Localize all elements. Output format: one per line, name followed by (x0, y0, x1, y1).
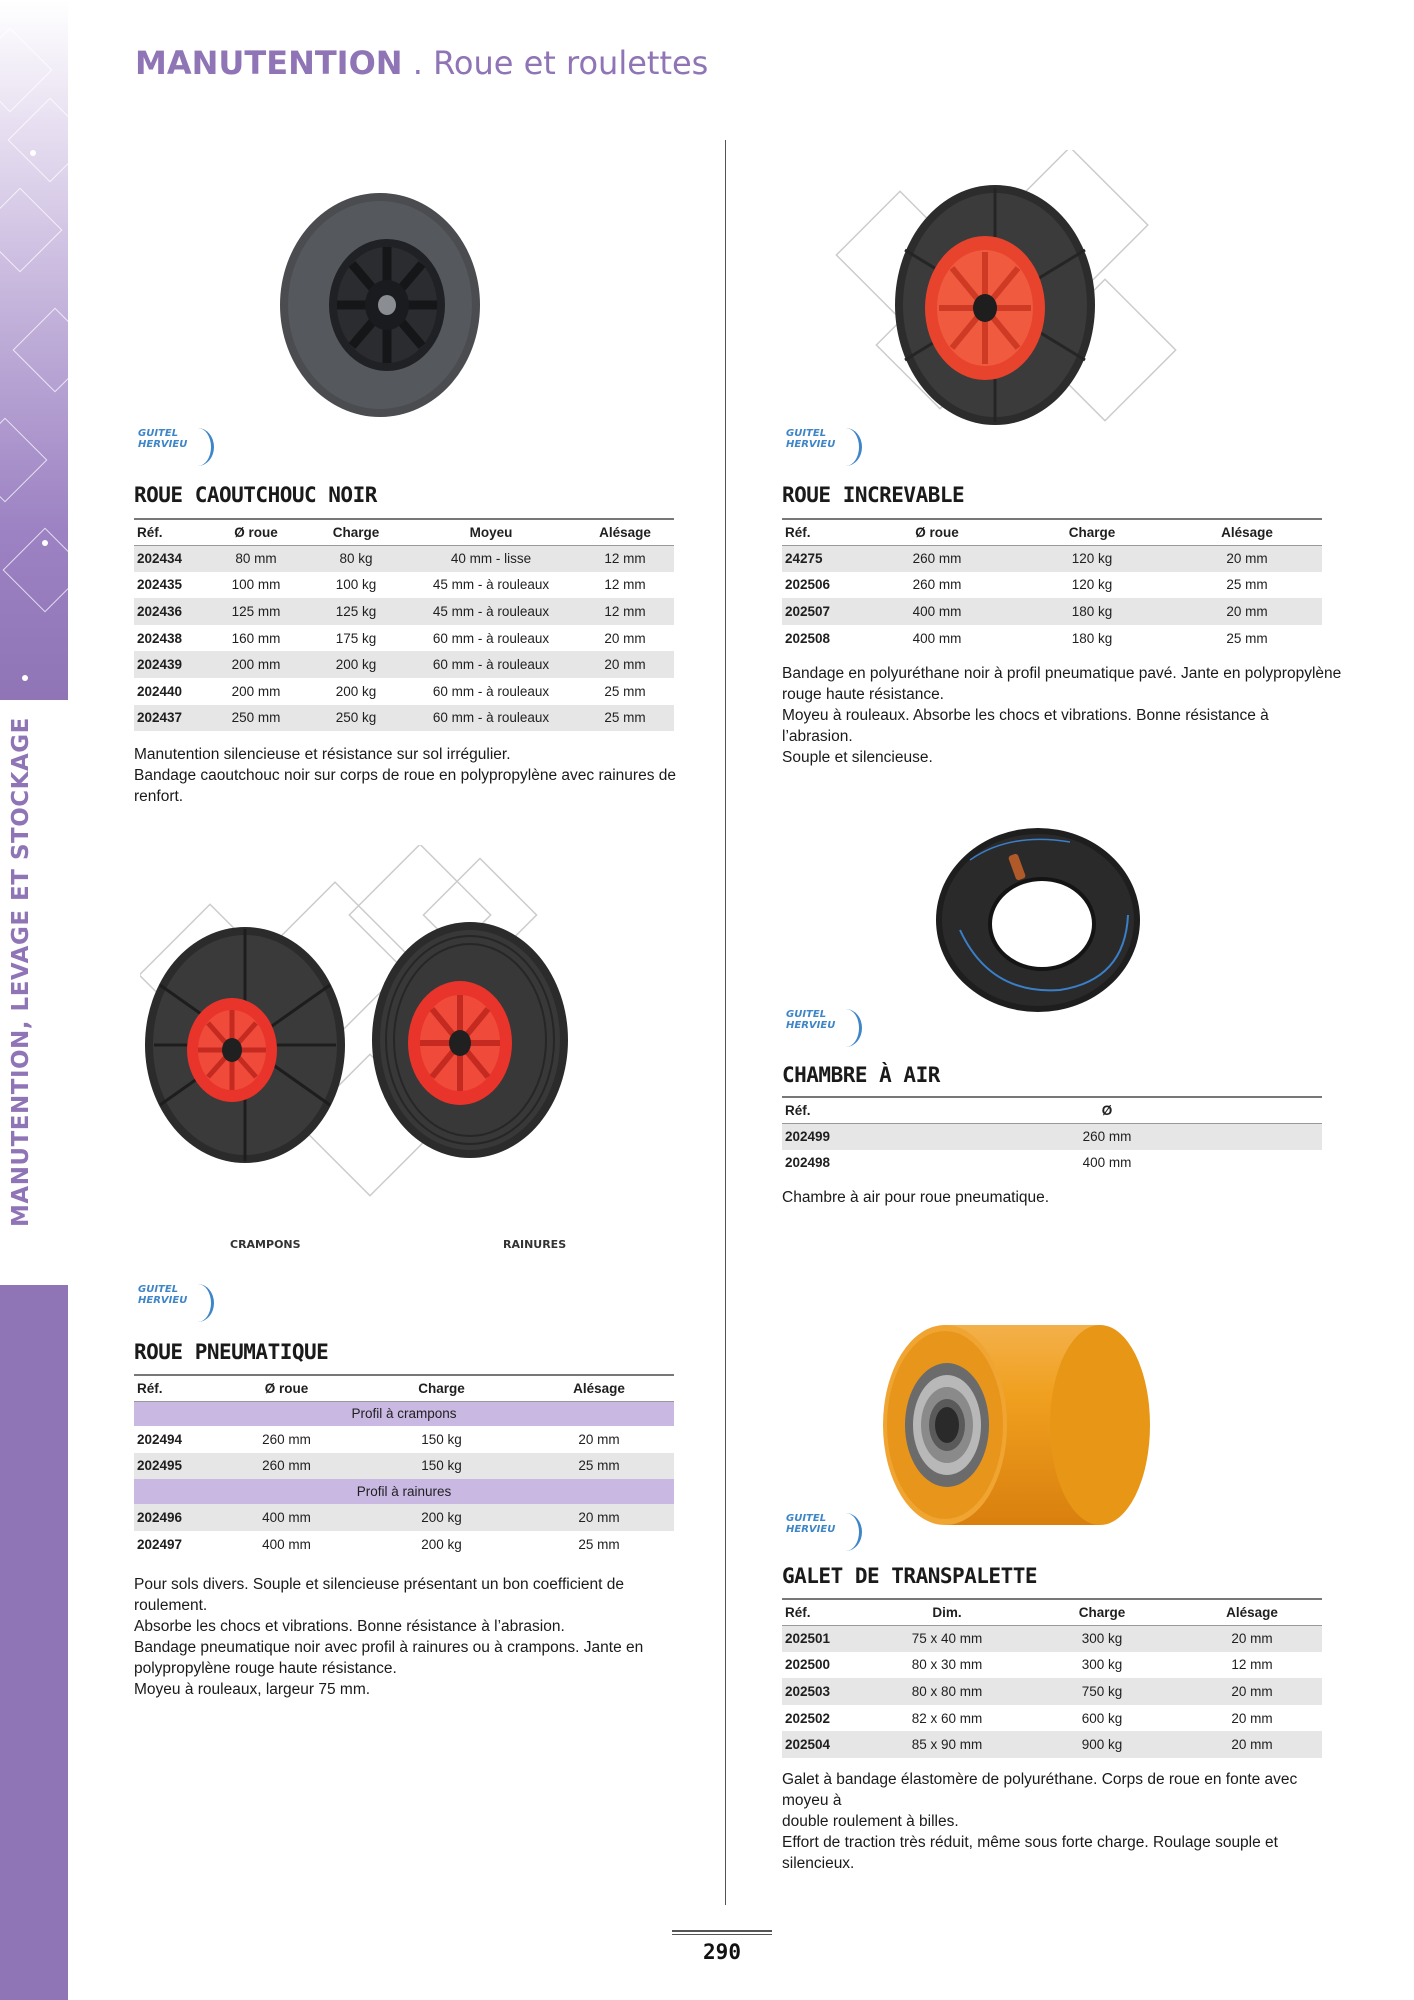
group-label: Profil à rainures (134, 1479, 674, 1504)
brand-swoosh-icon (830, 428, 862, 466)
col-header: Alésage (1182, 1599, 1322, 1625)
table-row (134, 1453, 674, 1480)
cell: 120 kg (1071, 577, 1113, 593)
description-line: Moyeu à rouleaux, largeur 75 mm. (134, 1681, 371, 1698)
brand-line-1: GUITEL (138, 428, 179, 439)
cell: 125 mm (206, 598, 306, 625)
cell-ref: 202496 (134, 1504, 214, 1531)
page-number-rule (672, 1930, 772, 1932)
table-row (134, 1531, 674, 1558)
page-number: 290 (703, 1940, 741, 1964)
cell: 750 kg (1022, 1678, 1182, 1705)
col-header: Charge (1022, 1599, 1182, 1625)
sidebar-vertical-title: MANUTENTION, LEVAGE ET STOCKAGE (8, 717, 34, 1227)
col-header: Ø roue (862, 519, 1012, 545)
cell: 20 mm (1182, 1678, 1322, 1705)
pallet-roller-image (875, 1310, 1175, 1540)
inner-tube-image (930, 820, 1150, 1020)
table-row (782, 1150, 1322, 1177)
description-line: Effort de traction très réduit, même sous forte charge. Roulage souple et silencieux. (782, 1834, 1278, 1872)
cell: 200 kg (421, 1536, 462, 1552)
cell: 250 kg (306, 705, 406, 732)
col-header: Réf. (134, 1375, 214, 1401)
cell: 150 kg (421, 1431, 462, 1447)
cell: 250 mm (206, 705, 306, 732)
description-line: Souple et silencieuse. (782, 749, 933, 766)
cell: 80 kg (306, 545, 406, 572)
guitel-hervieu-logo (786, 428, 864, 468)
cell: 300 kg (1022, 1625, 1182, 1652)
cell: 400 mm (912, 630, 962, 646)
cell: 60 mm - à rouleaux (432, 630, 550, 646)
cell-ref: 202508 (785, 630, 831, 646)
table-row (782, 1625, 1322, 1652)
section-title-roue-pneumatique: ROUE PNEUMATIQUE (134, 1340, 329, 1364)
brand-line-2: HERVIEU (138, 439, 188, 450)
column-divider (725, 140, 726, 1905)
cell: 200 kg (335, 683, 377, 699)
description-line: Manutention silencieuse et résistance sur sol irrégulier. (134, 746, 511, 763)
cell: 12 mm (1231, 1657, 1273, 1673)
table-row (134, 678, 674, 705)
cell: 60 mm - à rouleaux (406, 651, 576, 678)
cell: 260 mm (262, 1431, 311, 1447)
table-group-row (134, 1401, 674, 1426)
table-row (782, 572, 1322, 599)
guitel-hervieu-logo (786, 1009, 864, 1049)
brand-line-1: GUITEL (786, 1009, 827, 1020)
col-header: Réf. (134, 519, 206, 545)
table-row (782, 545, 1322, 572)
description-galet (782, 1769, 1342, 1874)
cell: 25 mm (524, 1453, 674, 1480)
brand-line-2: HERVIEU (138, 1295, 188, 1306)
cell: 20 mm (604, 630, 646, 646)
cell-ref: 202434 (134, 545, 206, 572)
col-header: Moyeu (406, 519, 576, 545)
cell: 120 kg (1012, 545, 1172, 572)
cell: 45 mm - à rouleaux (432, 577, 550, 593)
page-title-sub: . Roue et roulettes (402, 44, 709, 82)
cell: 200 kg (306, 651, 406, 678)
cell-ref: 202501 (782, 1625, 872, 1652)
cell: 400 mm (262, 1536, 311, 1552)
col-header: Alésage (524, 1375, 674, 1401)
table-header-row (782, 1599, 1322, 1625)
cell-ref: 202500 (785, 1657, 831, 1673)
description-line: Moyeu à rouleaux. Absorbe les chocs et vibrations. Bonne résistance à l’abrasion. (782, 707, 1269, 745)
table-roue-increvable (782, 518, 1322, 651)
section-title-galet: GALET DE TRANSPALETTE (782, 1564, 1038, 1588)
black-rubber-wheel-image (275, 190, 485, 420)
table-roue-caoutchouc (134, 518, 674, 731)
brand-swoosh-icon (830, 1009, 862, 1047)
cell: 20 mm (524, 1504, 674, 1531)
cell: 200 kg (359, 1504, 524, 1531)
description-line: Bandage en polyuréthane noir à profil pneumatique pavé. Jante en polypropylène (782, 665, 1342, 682)
col-header: Réf. (782, 519, 862, 545)
brand-line-1: GUITEL (138, 1284, 179, 1295)
cell-ref: 202499 (782, 1123, 892, 1150)
cell: 260 mm (862, 545, 1012, 572)
cell: 125 kg (306, 598, 406, 625)
description-roue-caoutchouc (134, 744, 679, 807)
cell-ref: 202436 (134, 598, 206, 625)
cell: 20 mm (1231, 1710, 1273, 1726)
col-header: Ø (892, 1097, 1322, 1123)
side-dot (22, 675, 28, 681)
cell-ref: 202506 (785, 577, 831, 593)
cell-ref: 202437 (134, 705, 206, 732)
table-row (782, 1731, 1322, 1758)
cell: 100 kg (335, 577, 377, 593)
cell: 12 mm (576, 545, 674, 572)
table-group-row (134, 1479, 674, 1504)
table-chambre-air (782, 1096, 1322, 1176)
table-row (782, 598, 1322, 625)
description-line: Bandage pneumatique noir avec profil à rainures ou à crampons. Jante en (134, 1639, 644, 1656)
col-header: Réf. (782, 1599, 872, 1625)
table-galet-transpalette (782, 1598, 1322, 1758)
cell-ref: 202504 (782, 1731, 872, 1758)
cell-ref: 202435 (137, 577, 183, 593)
cell-ref: 202495 (134, 1453, 214, 1480)
cell: 12 mm (604, 577, 646, 593)
col-header: Réf. (782, 1097, 892, 1123)
caption-rainures: RAINURES (503, 1238, 567, 1251)
cell-ref: 202438 (137, 630, 183, 646)
cell: 80 x 30 mm (911, 1657, 983, 1673)
cell: 160 mm (231, 630, 281, 646)
cell: 400 mm (1082, 1155, 1132, 1171)
description-line: renfort. (134, 788, 184, 805)
cell: 100 mm (231, 577, 281, 593)
cell-ref: 202507 (782, 598, 862, 625)
col-header: Ø roue (214, 1375, 359, 1401)
cell-ref: 202440 (137, 683, 183, 699)
cell-ref: 202502 (785, 1710, 831, 1726)
cell: 85 x 90 mm (872, 1731, 1022, 1758)
table-row (134, 572, 674, 599)
table-row (782, 625, 1322, 652)
section-title-roue-caoutchouc: ROUE CAOUTCHOUC NOIR (134, 483, 377, 507)
cell-ref: 202503 (782, 1678, 872, 1705)
table-row (134, 1504, 674, 1531)
cell: 80 mm (206, 545, 306, 572)
side-dot (30, 150, 36, 156)
cell: 75 x 40 mm (872, 1625, 1022, 1652)
description-chambre-air (782, 1187, 1342, 1208)
cell: 20 mm (578, 1431, 620, 1447)
section-title-roue-increvable: ROUE INCREVABLE (782, 483, 965, 507)
brand-line-1: GUITEL (786, 428, 827, 439)
cell: 400 mm (214, 1504, 359, 1531)
guitel-hervieu-logo (786, 1513, 864, 1553)
pneumatic-wheels-image (140, 845, 600, 1255)
col-header: Charge (1012, 519, 1172, 545)
page-number-rule (672, 1934, 772, 1935)
cell: 180 kg (1071, 630, 1113, 646)
table-roue-pneumatique (134, 1374, 674, 1557)
group-label: Profil à crampons (134, 1401, 674, 1426)
table-row (782, 1652, 1322, 1679)
col-header: Alésage (576, 519, 674, 545)
cell: 25 mm (1226, 630, 1268, 646)
description-line: Absorbe les chocs et vibrations. Bonne résistance à l’abrasion. (134, 1618, 565, 1635)
brand-swoosh-icon (830, 1513, 862, 1551)
table-row (134, 651, 674, 678)
cell-ref: 202439 (134, 651, 206, 678)
table-row (134, 1426, 674, 1453)
brand-line-2: HERVIEU (786, 1020, 836, 1031)
cell: 20 mm (1172, 598, 1322, 625)
cell: 175 kg (335, 630, 377, 646)
cell: 25 mm (1226, 577, 1268, 593)
cell-ref: 202494 (137, 1431, 183, 1447)
table-row (134, 598, 674, 625)
brand-swoosh-icon (182, 1284, 214, 1322)
col-header: Alésage (1172, 519, 1322, 545)
description-line: polypropylène rouge haute résistance. (134, 1660, 397, 1677)
table-header-row (134, 1375, 674, 1401)
guitel-hervieu-logo (138, 1284, 216, 1324)
table-row (782, 1678, 1322, 1705)
cell: 25 mm (576, 705, 674, 732)
description-line: rouge haute résistance. (782, 686, 944, 703)
description-roue-increvable (782, 663, 1342, 768)
description-line: Pour sols divers. Souple et silencieuse présentant un bon coefficient de roulement. (134, 1576, 624, 1614)
table-header-row (134, 519, 674, 545)
description-line: Galet à bandage élastomère de polyuréthane. Corps de roue en fonte avec moyeu à (782, 1771, 1298, 1809)
cell: 40 mm - lisse (406, 545, 576, 572)
cell: 300 kg (1081, 1657, 1123, 1673)
cell: 80 x 80 mm (872, 1678, 1022, 1705)
cell: 60 mm - à rouleaux (432, 683, 550, 699)
page-title (135, 44, 708, 82)
description-line: double roulement à billes. (782, 1813, 959, 1830)
caption-crampons: CRAMPONS (230, 1238, 301, 1251)
cell: 20 mm (1172, 545, 1322, 572)
cell: 180 kg (1012, 598, 1172, 625)
cell-ref: 202498 (785, 1155, 831, 1171)
description-line: Chambre à air pour roue pneumatique. (782, 1189, 1050, 1206)
section-title-chambre-air: CHAMBRE À AIR (782, 1063, 940, 1087)
table-row (134, 625, 674, 652)
cell: 150 kg (359, 1453, 524, 1480)
table-row (134, 545, 674, 572)
cell: 20 mm (1182, 1625, 1322, 1652)
cell: 600 kg (1081, 1710, 1123, 1726)
table-row (782, 1705, 1322, 1732)
brand-swoosh-icon (182, 428, 214, 466)
table-header-row (782, 1097, 1322, 1123)
side-band (0, 0, 68, 2000)
cell: 20 mm (576, 651, 674, 678)
cell: 82 x 60 mm (911, 1710, 983, 1726)
page-title-main: MANUTENTION (135, 44, 403, 82)
cell-ref: 24275 (782, 545, 862, 572)
cell: 260 mm (912, 577, 962, 593)
guitel-hervieu-logo (138, 428, 216, 468)
cell: 60 mm - à rouleaux (406, 705, 576, 732)
col-header: Ø roue (206, 519, 306, 545)
cell: 45 mm - à rouleaux (406, 598, 576, 625)
cell: 260 mm (892, 1123, 1322, 1150)
cell: 260 mm (214, 1453, 359, 1480)
table-row (782, 1123, 1322, 1150)
col-header: Charge (306, 519, 406, 545)
cell: 25 mm (578, 1536, 620, 1552)
cell: 400 mm (862, 598, 1012, 625)
cell: 900 kg (1022, 1731, 1182, 1758)
puncture-proof-wheel-image (835, 150, 1195, 460)
col-header: Dim. (872, 1599, 1022, 1625)
cell: 12 mm (576, 598, 674, 625)
brand-line-1: GUITEL (786, 1513, 827, 1524)
cell: 200 mm (231, 683, 281, 699)
cell: 25 mm (604, 683, 646, 699)
cell: 200 mm (206, 651, 306, 678)
brand-line-2: HERVIEU (786, 1524, 836, 1535)
cell-ref: 202497 (137, 1536, 183, 1552)
side-dot (42, 540, 48, 546)
brand-line-2: HERVIEU (786, 439, 836, 450)
cell: 20 mm (1182, 1731, 1322, 1758)
table-row (134, 705, 674, 732)
description-line: Bandage caoutchouc noir sur corps de roue en polypropylène avec rainures de (134, 767, 676, 784)
col-header: Charge (359, 1375, 524, 1401)
table-header-row (782, 519, 1322, 545)
description-roue-pneumatique (134, 1574, 694, 1700)
